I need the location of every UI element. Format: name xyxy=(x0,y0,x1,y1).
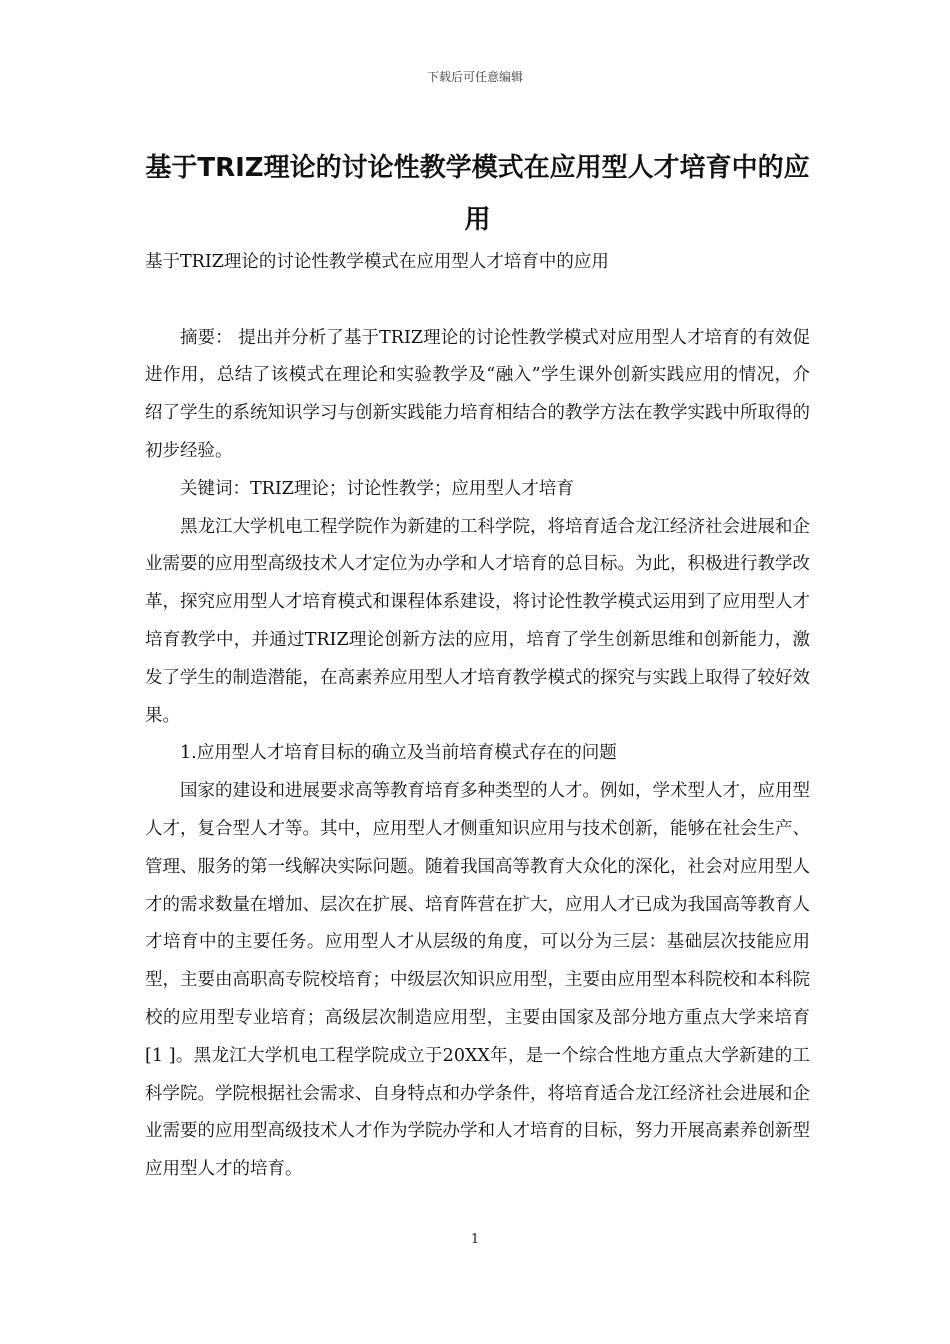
page-number: 1 xyxy=(470,1232,480,1247)
intro-paragraph: 黑龙江大学机电工程学院作为新建的工科学院，将培育适合龙江经济社会进展和企业需要的应用型高级技术人才定位为办学和人才培育的总目标。为此，积极进行教学改革，探究应用型人才培育模式和课程体系建设，将讨论性教学模式运用到了应用型人才培育教学中，并通过TRIZ理论创新方法的应用，培育了学生创新思维和创新能力，激发了学生的制造潜能，在高素养应用型人才培育教学模式的探究与实践上取得了较好效果。 xyxy=(145,516,810,726)
document-body xyxy=(145,244,810,1189)
header-note: 下载后可任意编辑 xyxy=(426,70,523,84)
abstract-paragraph: 摘要： 提出并分析了基于TRIZ理论的讨论性教学模式对应用型人才培育的有效促进作用，总结了该模式在理论和实验教学及“融入”学生课外创新实践应用的情况，介绍了学生的系统知识学习与创新实践能力培育相结合的教学方法在教学实践中所取得的初步经验。 xyxy=(145,327,810,461)
document-title: 基于TRIZ理论的讨论性教学模式在应用型人才培育中的应用 xyxy=(145,153,810,235)
document-subtitle: 基于TRIZ理论的讨论性教学模式在应用型人才培育中的应用 xyxy=(145,252,609,272)
keywords-line: 关键词：TRIZ理论；讨论性教学；应用型人才培育 xyxy=(180,478,574,499)
section-paragraph: 国家的建设和进展要求高等教育培育多种类型的人才。例如，学术型人才，应用型人才，复合型人才等。其中，应用型人才侧重知识应用与技术创新，能够在社会生产、管理、服务的第一线解决实际问题。随着我国高等教育大众化的深化，社会对应用型人才的需求数量在增加、层次在扩展、培育阵营在扩大，应用人才已成为我国高等教育人才培育中的主要任务。应用型人才从层级的角度，可以分为三层：基础层次技能应用型，主要由高职高专院校培育；中级层次知识应用型，主要由应用型本科院校和本科院校的应用型专业培育；高级层次制造应用型，主要由国家及部分地方重点大学来培育 [1 ]。黑龙江大学机电工程学院成立于20XX年，是一个综合性地方重点大学新建的工科学院。学院根据社会需求、自身特点和办学条件，将培育适合龙江经济社会进展和企业需要的应用型高级技术人才作为学院办学和人才培育的目标，努力开展高素养创新型应用型人才的培育。 xyxy=(145,781,810,1180)
section-heading: 1.应用型人才培育目标的确立及当前培育模式存在的问题 xyxy=(180,743,617,764)
